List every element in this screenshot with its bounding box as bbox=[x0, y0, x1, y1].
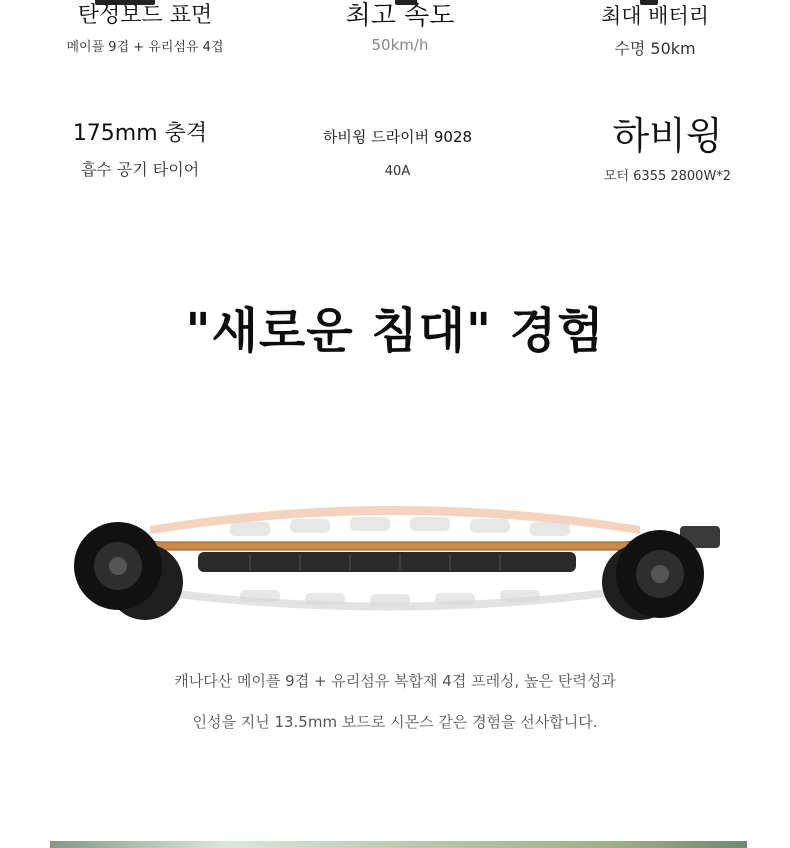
spec-subtitle: 50km/h bbox=[371, 36, 429, 54]
spec-title: 최고 속도 bbox=[345, 1, 455, 31]
spec-driver bbox=[305, 124, 490, 179]
description-line: 인성을 지닌 13.5mm 보드로 시몬스 같은 경험을 선사합니다. bbox=[192, 713, 598, 731]
section-headline: "새로운 침대" 경험 bbox=[185, 303, 605, 359]
description-line: 캐나다산 메이플 9겹 + 유리섬유 복합재 4겹 프레싱, 높은 탄력성과 bbox=[174, 672, 616, 690]
spec-subtitle: 수명 50km bbox=[614, 39, 696, 58]
spec-subtitle: 흡수 공기 타이어 bbox=[80, 160, 200, 179]
spec-top-speed bbox=[310, 0, 490, 54]
skateboard-graphic bbox=[50, 498, 740, 628]
spec-motor bbox=[585, 112, 750, 184]
spec-tires bbox=[55, 117, 225, 180]
spec-subtitle: 40A bbox=[384, 164, 411, 179]
next-section-image-edge bbox=[50, 841, 747, 848]
spec-title: 하비윙 드라이버 9028 bbox=[322, 128, 473, 146]
spec-subtitle: 메이플 9겹 + 유리섬유 4겹 bbox=[66, 40, 224, 55]
spec-title: 175mm 충격 bbox=[72, 121, 208, 146]
spec-title: 하비윙 bbox=[612, 114, 723, 158]
spec-title: 최대 배터리 bbox=[600, 4, 710, 28]
rear-wheel bbox=[74, 522, 183, 620]
deck bbox=[138, 538, 655, 550]
spec-battery bbox=[555, 0, 755, 59]
skateboard-illustration bbox=[50, 498, 740, 628]
spec-subtitle: 모터 6355 2800W*2 bbox=[603, 169, 732, 184]
spec-title: 탄성보드 표면 bbox=[77, 3, 213, 28]
battery-enclosure bbox=[198, 552, 576, 572]
spec-board-surface bbox=[60, 0, 230, 55]
